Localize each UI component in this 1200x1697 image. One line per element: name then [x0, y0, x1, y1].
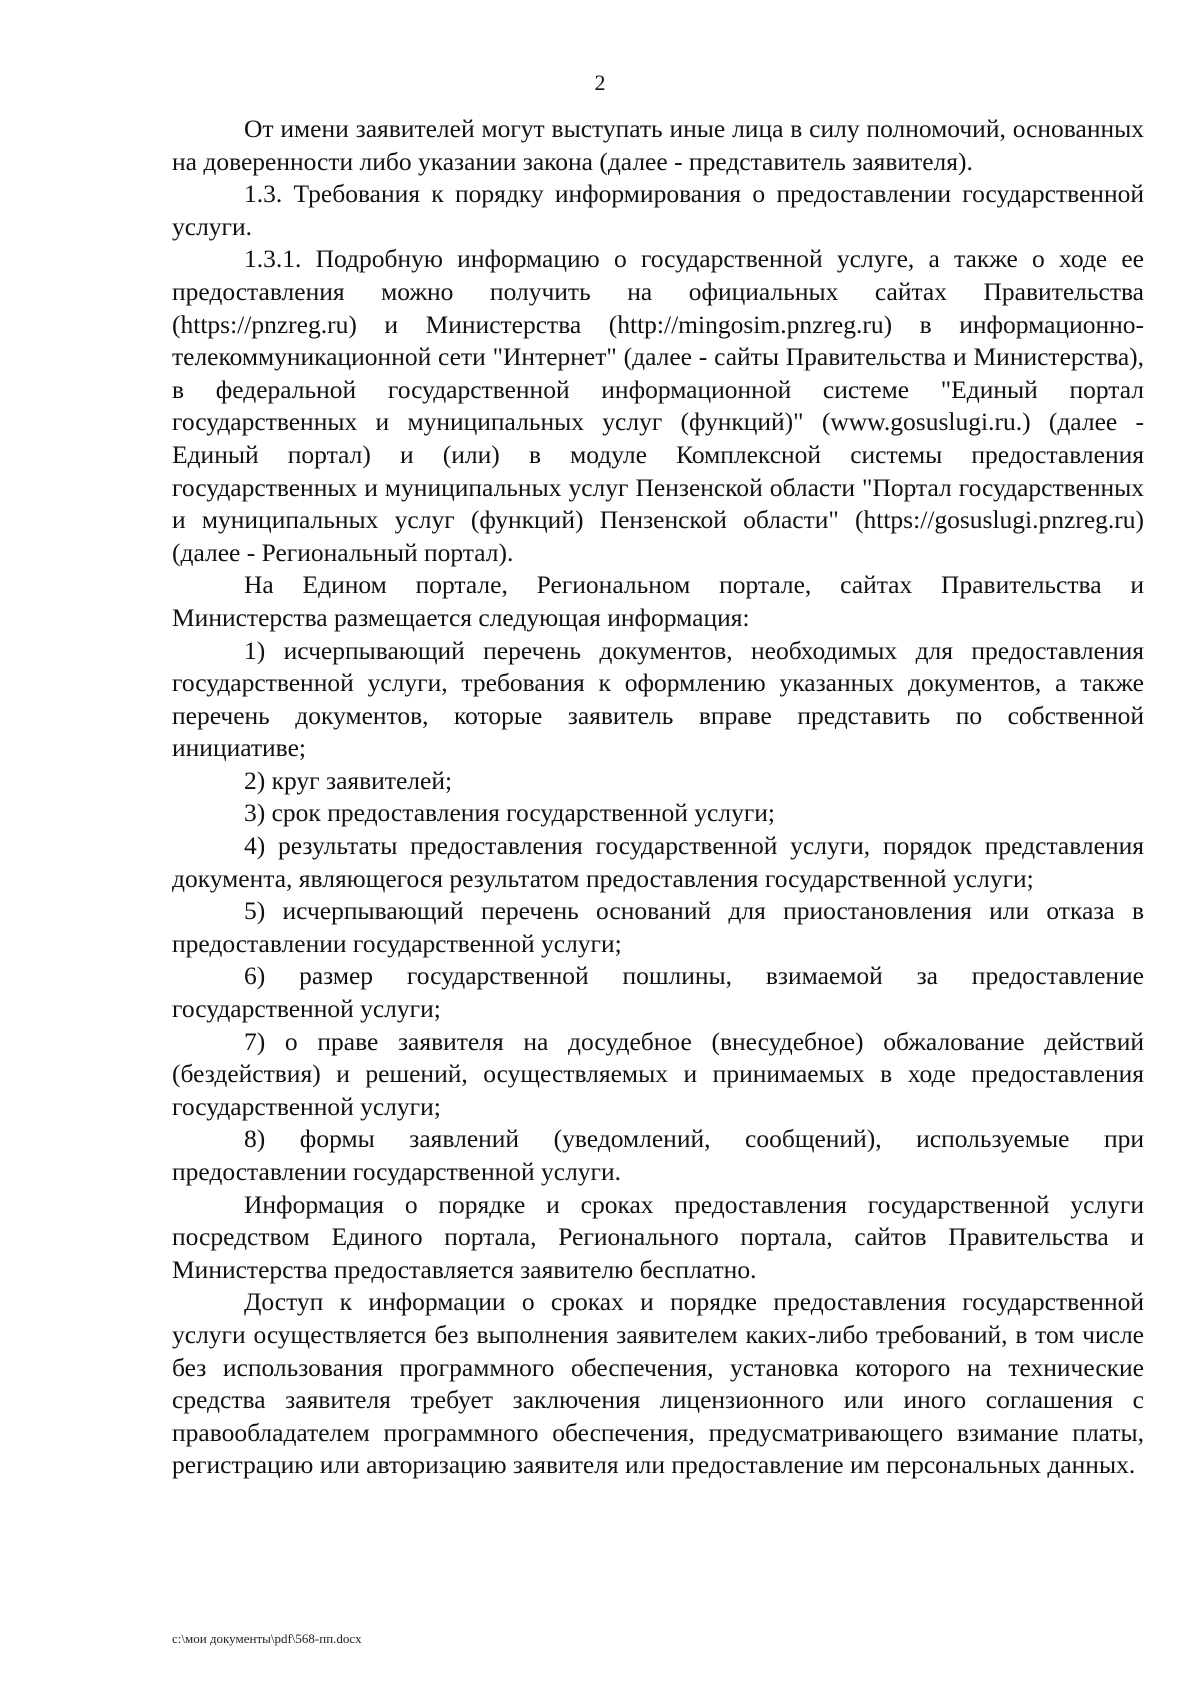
list-item-3: 3) срок предоставления государственной услуги;: [244, 798, 776, 828]
page-number: 2: [594, 70, 606, 95]
list-item-2: 2) круг заявителей;: [244, 765, 453, 795]
document-body: [172, 113, 1144, 1482]
list-item-6: 6) размер государственной пошлины, взимаемой за предоставление государственной услуги;: [172, 961, 1144, 1024]
paragraph-representative: От имени заявителей могут выступать иные лица в силу полномочий, основанных на доверенности либо указании закона (далее - представитель заявителя).: [172, 114, 1144, 176]
paragraph-free-info: Информация о порядке и сроках предоставления государственной услуги посредством Единого портала, Регионального портала, сайтов Правительства и Министерства предоставляется заявителю бесплатно.: [172, 1189, 1144, 1284]
list-item-1: 1) исчерпывающий перечень документов, необходимых для предоставления государственной услуги, требования к оформлению указанных документов, а также перечень документов, которые заявитель вправе представить по собственной инициативе;: [172, 635, 1144, 763]
list-item-8: 8) формы заявлений (уведомлений, сообщений), используемые при предоставлении государственной услуги.: [172, 1124, 1144, 1186]
list-item-5: 5) исчерпывающий перечень оснований для приостановления или отказа в предоставлении государственной услуги;: [172, 896, 1144, 958]
list-item-7: 7) о праве заявителя на досудебное (внесудебное) обжалование действий (бездействия) и решений, осуществляемых и принимаемых в ходе предоставления государственной услуги;: [172, 1026, 1144, 1121]
list-item-4: 4) результаты предоставления государственной услуги, порядок представления документа, являющегося результатом предоставления государственной услуги;: [172, 831, 1144, 893]
paragraph-access: Доступ к информации о сроках и порядке предоставления государственной услуги осуществляется без выполнения заявителем каких-либо требований, в том числе без использования программного обеспечения, установка которого на технические средства заявителя требует заключения лицензионного или иного соглашения с правообладателем программного обеспечения, предусматривающего взимание платы, регистрацию или авторизацию заявителя или предоставление им персональных данных.: [172, 1287, 1144, 1480]
paragraph-section-1-3: 1.3. Требования к порядку информирования о предоставлении государственной услуги.: [172, 179, 1144, 241]
paragraph-section-1-3-1: 1.3.1. Подробную информацию о государственной услуге, а также о ходе ее предоставления можно получить на официальных сайтах Правительства (https://pnzreg.ru) и Министерства (http://mingosim.pnzreg.ru) в информационно-телекоммуникационной сети "Интернет" (далее - сайты Правительства и Министерства), в федеральной государственной информационной системе "Единый портал государственных и муниципальных услуг (функций)" (www.gosuslugi.ru.) (далее - Единый портал) и (или) в модуле Комплексной системы предоставления государственных и муниципальных услуг Пензенской области "Портал государственных и муниципальных услуг (функций) Пензенской области" (https://gosuslugi.pnzreg.ru) (далее - Региональный портал).: [172, 244, 1144, 567]
paragraph-info-intro: На Едином портале, Региональном портале, сайтах Правительства и Министерства размещается следующая информация:: [172, 570, 1144, 632]
footer-file-path: c:\мои документы\pdf\568-пп.docx: [172, 1631, 362, 1646]
